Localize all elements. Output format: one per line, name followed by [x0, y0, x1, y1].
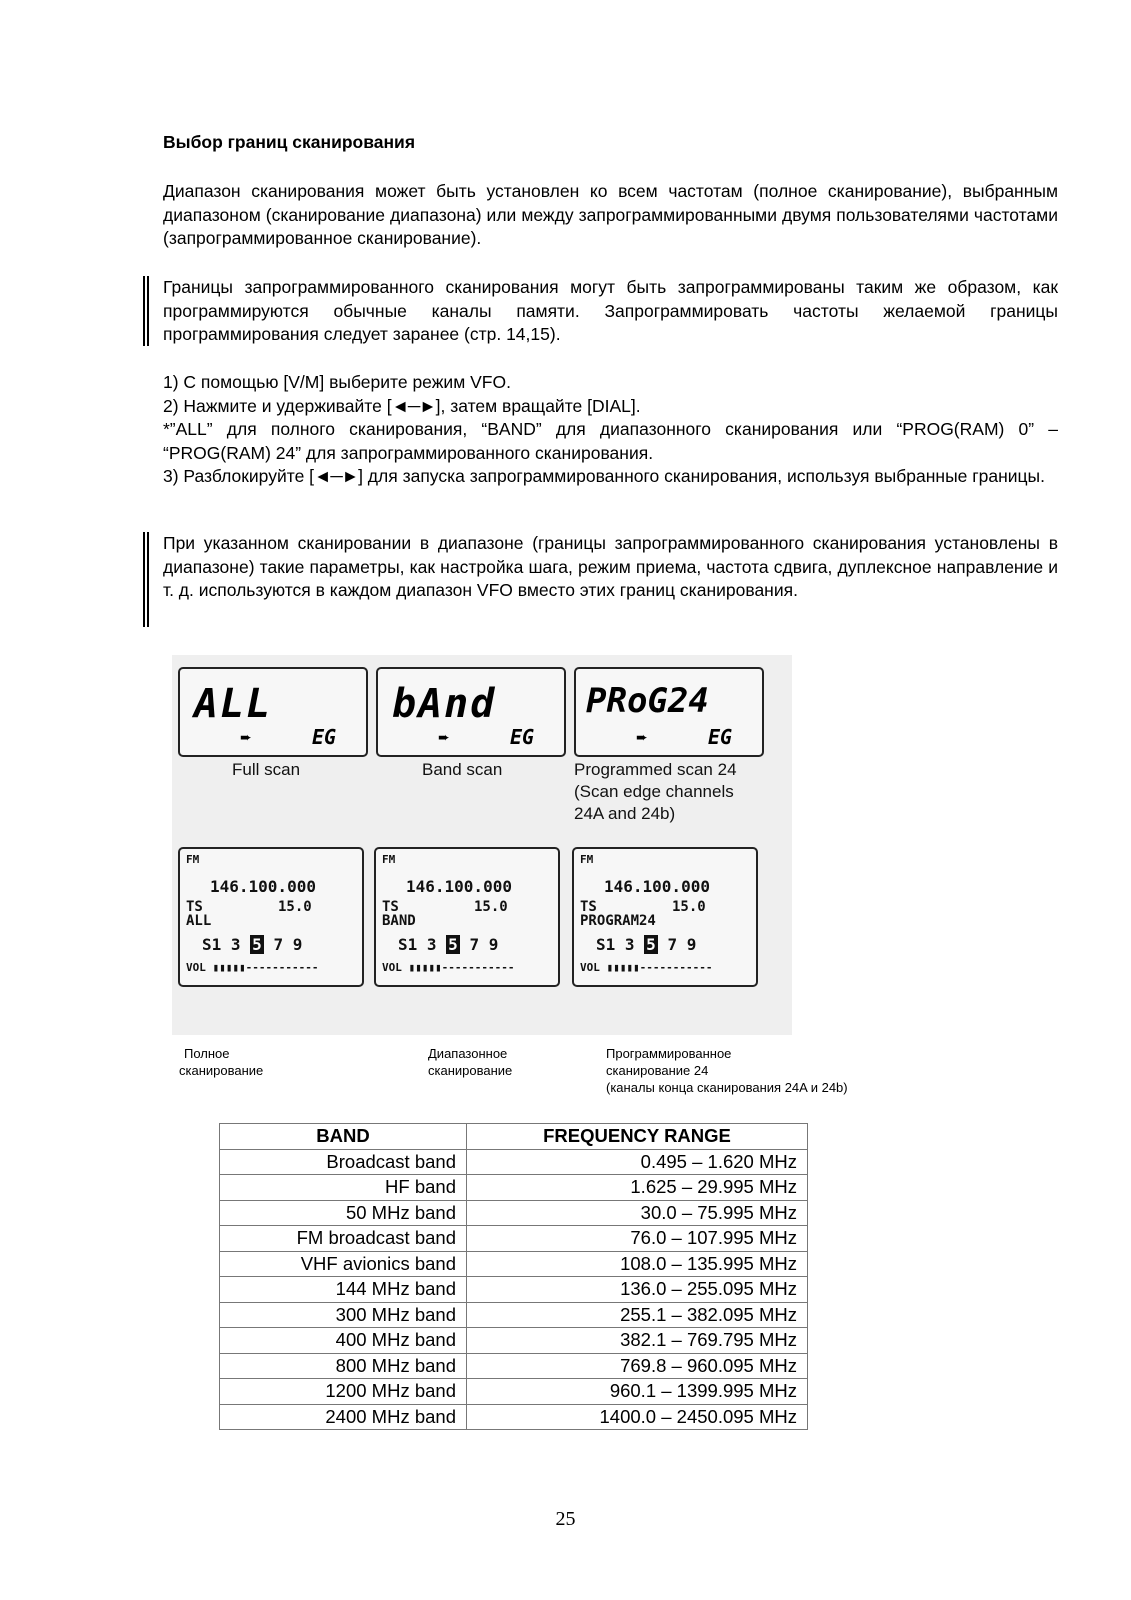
- table-row: [220, 1302, 808, 1328]
- ts-value: 15.0: [278, 899, 312, 915]
- header-frequency-range: FREQUENCY RANGE: [467, 1124, 808, 1150]
- range-cell: 30.0 – 75.995 MHz: [467, 1200, 808, 1226]
- ts-value: 15.0: [474, 899, 508, 915]
- range-cell: 382.1 – 769.795 MHz: [467, 1328, 808, 1354]
- band-cell: Broadcast band: [220, 1149, 467, 1175]
- ru-caption-prog-1: Программированное: [606, 1046, 732, 1061]
- table-row: [220, 1353, 808, 1379]
- volume-bar: VOL ▮▮▮▮▮-----------: [580, 961, 713, 974]
- band-cell: VHF avionics band: [220, 1251, 467, 1277]
- play-icon: ➨: [240, 729, 252, 745]
- lcd-segment-prog: [574, 667, 764, 757]
- caption-prog-scan: Programmed scan 24: [574, 760, 737, 779]
- caption-band-scan: Band scan: [422, 760, 503, 779]
- scan-mode-label: BAND: [382, 913, 416, 929]
- s-meter: [398, 935, 498, 954]
- table-row: [220, 1149, 808, 1175]
- mode-label: FM: [580, 853, 594, 866]
- band-cell: 50 MHz band: [220, 1200, 467, 1226]
- ru-caption-full-2: сканирование: [179, 1063, 264, 1078]
- band-frequency-table: [219, 1123, 808, 1430]
- ru-caption-band-2: сканирование: [428, 1063, 513, 1078]
- table-row: [220, 1404, 808, 1430]
- scan-mode-label: PROGRAM24: [580, 913, 656, 929]
- table-row: [220, 1226, 808, 1252]
- step-1: 1) С помощью [V/M] выберите режим VFO.: [163, 372, 511, 392]
- frequency-readout: 146.100.000: [210, 877, 316, 896]
- radio-screen-band: [374, 847, 560, 987]
- range-cell: 136.0 – 255.095 MHz: [467, 1277, 808, 1303]
- table-row: [220, 1175, 808, 1201]
- ru-caption-band-1: Диапазонное: [428, 1046, 508, 1061]
- band-cell: 800 MHz band: [220, 1353, 467, 1379]
- step-3: [163, 465, 1058, 489]
- s-meter-5: 5: [252, 935, 262, 954]
- range-cell: 769.8 – 960.095 MHz: [467, 1353, 808, 1379]
- band-cell: HF band: [220, 1175, 467, 1201]
- band-cell: FM broadcast band: [220, 1226, 467, 1252]
- band-cell: 1200 MHz band: [220, 1379, 467, 1405]
- segment-text: ALL: [194, 681, 273, 727]
- table-header-row: [220, 1124, 808, 1150]
- s-meter: [202, 935, 302, 954]
- table-row: [220, 1200, 808, 1226]
- segment-eg: EG: [510, 725, 535, 749]
- lcd-segment-band: [376, 667, 566, 757]
- vfo-text: При указанном сканировании в диапазоне (границы запрограммированного сканирования установлены в диапазоне) такие параметры, как настройка шага, режим приема, частота сдвига, дуплексное направление и т. д. используются в каждом диапазон VFO вместо этих границ сканирования.: [163, 533, 1058, 600]
- edges-text: Границы запрограммированного сканирования могут быть запрограммированы таким же образом, как программируются обычные каналы памяти. Запрограммировать частоты желаемой границы программирования следует заранее (стр. 14,15).: [163, 277, 1058, 344]
- band-cell: 2400 MHz band: [220, 1404, 467, 1430]
- band-cell: 144 MHz band: [220, 1277, 467, 1303]
- caption-prog-scan-2: (Scan edge channels: [574, 782, 734, 801]
- radio-screen-prog: [572, 847, 758, 987]
- s-meter-left: S1 3: [398, 935, 437, 954]
- step-note: *”ALL” для полного сканирования, “BAND” для диапазонного сканирования или “PROG(RAM) 0” – “PROG(RAM) 24” для запрограммированного сканирования.: [163, 419, 1058, 463]
- steps-block: [163, 371, 1058, 489]
- band-cell: 400 MHz band: [220, 1328, 467, 1354]
- s-meter-left: S1 3: [596, 935, 635, 954]
- caption-full-scan: Full scan: [232, 760, 301, 779]
- lcd-segment-all: [178, 667, 368, 757]
- step-3-start: 3) Разблокируйте [: [163, 466, 315, 486]
- frequency-readout: 146.100.000: [604, 877, 710, 896]
- caption-prog-scan-3: 24A and 24b): [574, 804, 676, 823]
- scan-illustration: [172, 655, 792, 1035]
- s-meter-5: 5: [646, 935, 656, 954]
- play-icon: ➨: [636, 729, 648, 745]
- edges-paragraph: [163, 276, 1058, 347]
- volume-bar: VOL ▮▮▮▮▮-----------: [186, 961, 319, 974]
- s-meter: [596, 935, 696, 954]
- ru-caption-prog-2: сканирование 24: [606, 1063, 709, 1078]
- section-heading: Выбор границ сканирования: [163, 132, 416, 152]
- range-cell: 960.1 – 1399.995 MHz: [467, 1379, 808, 1405]
- s-meter-left: S1 3: [202, 935, 241, 954]
- play-icon: ➨: [438, 729, 450, 745]
- band-cell: 300 MHz band: [220, 1302, 467, 1328]
- s-meter-right: 7 9: [469, 935, 499, 954]
- step-2-end: ], затем вращайте [DIAL].: [435, 395, 641, 416]
- change-bar: [147, 276, 149, 346]
- double-arrow-icon: ◄─►: [391, 395, 436, 416]
- mode-label: FM: [382, 853, 396, 866]
- ru-caption-full-1: Полное: [184, 1046, 230, 1061]
- segment-eg: EG: [312, 725, 337, 749]
- step-3-end: ] для запуска запрограммированного сканирования, используя выбранные границы.: [358, 466, 1045, 486]
- page-number: 25: [555, 1508, 576, 1530]
- ts-label: TS: [186, 899, 203, 915]
- range-cell: 1.625 – 29.995 MHz: [467, 1175, 808, 1201]
- s-meter-right: 7 9: [667, 935, 697, 954]
- vfo-paragraph: [163, 532, 1058, 603]
- change-bar: [143, 276, 145, 346]
- range-cell: 76.0 – 107.995 MHz: [467, 1226, 808, 1252]
- frequency-readout: 146.100.000: [406, 877, 512, 896]
- intro-paragraph: [163, 180, 1058, 251]
- change-bar: [147, 532, 149, 627]
- s-meter-right: 7 9: [273, 935, 303, 954]
- change-bar: [143, 532, 145, 627]
- segment-eg: EG: [708, 725, 733, 749]
- s-meter-5: 5: [448, 935, 458, 954]
- ts-label: TS: [382, 899, 399, 915]
- header-band: BAND: [220, 1124, 467, 1150]
- scan-mode-label: ALL: [186, 913, 212, 929]
- table-row: [220, 1277, 808, 1303]
- table-row: [220, 1328, 808, 1354]
- segment-text: PRoG24: [586, 681, 709, 721]
- segment-text: bAnd: [392, 681, 497, 727]
- range-cell: 108.0 – 135.995 MHz: [467, 1251, 808, 1277]
- volume-bar: VOL ▮▮▮▮▮-----------: [382, 961, 515, 974]
- ts-label: TS: [580, 899, 597, 915]
- mode-label: FM: [186, 853, 200, 866]
- range-cell: 1400.0 – 2450.095 MHz: [467, 1404, 808, 1430]
- intro-text: Диапазон сканирования может быть установлен ко всем частотам (полное сканирование), выбранным диапазоном (сканирование диапазона) или между запрограммированными двумя пользователями частотами (запрограммированное сканирование).: [163, 181, 1058, 248]
- range-cell: 255.1 – 382.095 MHz: [467, 1302, 808, 1328]
- double-arrow-icon: ◄─►: [314, 466, 359, 486]
- table-row: [220, 1251, 808, 1277]
- range-cell: 0.495 – 1.620 MHz: [467, 1149, 808, 1175]
- table-row: [220, 1379, 808, 1405]
- radio-screen-all: [178, 847, 364, 987]
- ru-caption-prog-3: (каналы конца сканирования 24A и 24b): [606, 1080, 848, 1095]
- ts-value: 15.0: [672, 899, 706, 915]
- step-2-start: 2) Нажмите и удерживайте [: [163, 395, 392, 416]
- step-2: [163, 395, 1058, 419]
